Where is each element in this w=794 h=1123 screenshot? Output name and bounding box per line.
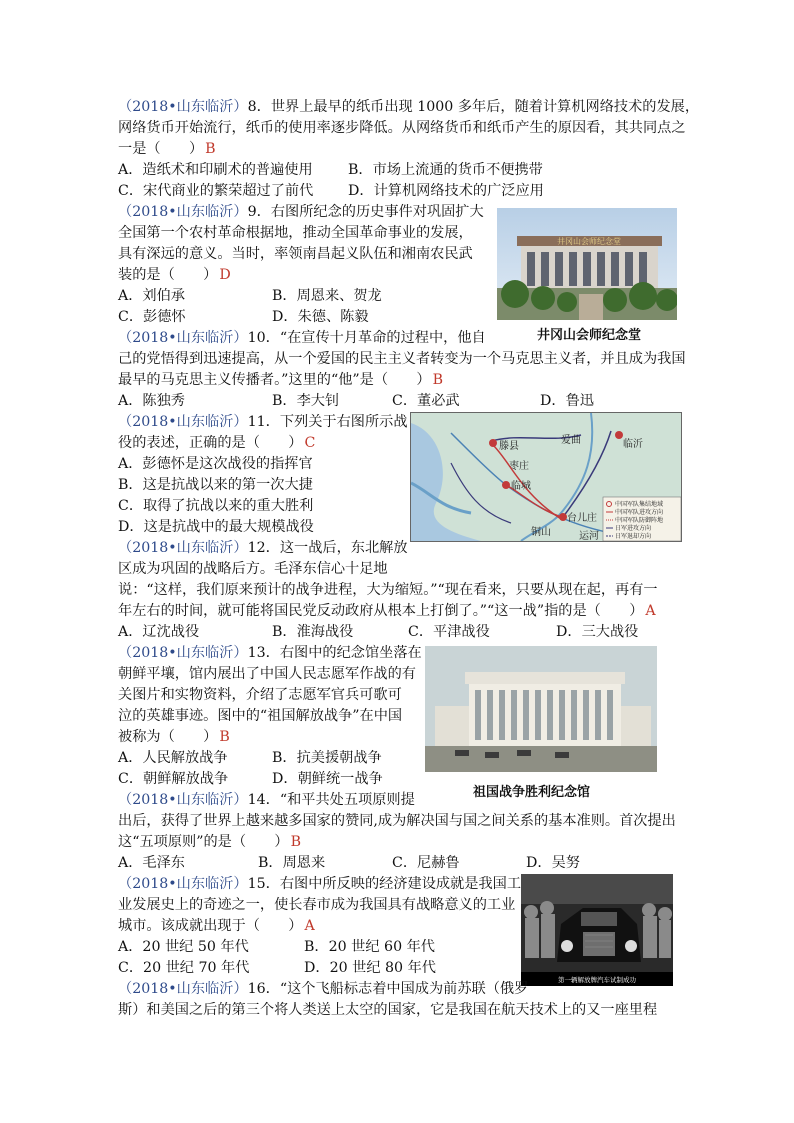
q12-option-b: B．淮海战役 <box>272 624 354 640</box>
q15-option-d: D．20 世纪 80 年代 <box>304 960 436 976</box>
legend-item-0: 中国军队集结地域 <box>615 501 664 508</box>
map-label-0: 滕县 <box>499 441 519 452</box>
q16-line2: 斯）和美国之后的第三个将人类送上太空的国家，它是我国在航天技术上的又一座里程 <box>118 1002 658 1018</box>
q11-answer: C <box>304 435 316 451</box>
q13-image-caption: 祖国战争胜利纪念馆 <box>473 785 591 800</box>
q13-option-a: A．人民解放战争 <box>118 750 228 766</box>
jinggangshan-memorial-photo <box>497 208 677 320</box>
q11-option-a: A．彭德怀是这次战役的指挥官 <box>118 456 313 472</box>
q9-option-d: D．朱德、陈毅 <box>272 309 369 325</box>
q15-answer: A <box>304 918 315 934</box>
q8-option-a: A．造纸术和印刷术的普遍使用 <box>118 162 313 178</box>
map-label-7: 铜山 <box>531 527 551 538</box>
q8-answer: B <box>205 141 216 157</box>
q14-line3: 这“五项原则”的是（ ） B <box>118 834 302 850</box>
q9-line4: 装的是（ ） D <box>118 267 231 283</box>
q10-line3: 最早的马克思主义传播者。”这里的“他”是（ ） B <box>118 372 444 388</box>
q14-line1: （2018•山东临沂）14．“和平共处五项原则提 <box>118 792 415 808</box>
liberation-truck-photo <box>521 874 673 986</box>
q13-answer: B <box>219 729 230 745</box>
q8-line1: （2018•山东临沂）8．世界上最早的纸币出现 1000 多年后，随着计算机网络技术的发展， <box>118 99 700 115</box>
q15-image-caption: 第一辆解放牌汽车试制成功 <box>558 976 636 984</box>
q10-option-a: A．陈独秀 <box>118 393 185 409</box>
q9-option-c: C．彭德怀 <box>118 309 186 325</box>
q9-option-a: A．刘伯承 <box>118 288 185 304</box>
q11-option-c: C．取得了抗战以来的重大胜利 <box>118 498 314 514</box>
memorial-sign-text: 井冈山会师纪念堂 <box>557 237 621 246</box>
q13-line5: 被称为（ ） B <box>118 729 230 745</box>
q15-line2: 业发展史上的奇迹之一，使长春市成为我国具有战略意义的工业 <box>118 897 516 913</box>
q14-line2: 出后，获得了世界上越来越多国家的赞同,成为解决国与国之间关系的基本准则。首次提出 <box>118 813 676 829</box>
taierzhuang-battle-map <box>410 412 682 542</box>
q8-option-b: B．市场上流通的货币不便携带 <box>348 162 543 178</box>
legend-item-3: 日军进攻方向 <box>615 525 652 532</box>
battle-map-illustration <box>411 413 681 541</box>
q15-option-a: A．20 世纪 50 年代 <box>118 939 249 955</box>
q10-line2: 己的党悟得到迅速提高，从一个爱国的民主主义者转变为一个马克思主义者，并且成为我国 <box>118 351 686 367</box>
legend-item-1: 中国军队进攻方向 <box>615 509 664 516</box>
q13-option-b: B．抗美援朝战争 <box>272 750 382 766</box>
q8-option-c: C．宋代商业的繁荣超过了前代 <box>118 183 314 199</box>
q10-option-b: B．李大钊 <box>272 393 340 409</box>
q13-option-d: D．朝鲜统一战争 <box>272 771 383 787</box>
q15-line1: （2018•山东临沂）15．右图中所反映的经济建设成就是我国工 <box>118 876 522 892</box>
truck-illustration <box>521 874 673 986</box>
legend-item-4: 日军退却方向 <box>615 533 652 540</box>
q10-option-d: D．鲁迅 <box>540 393 594 409</box>
legend-item-2: 中国军队防御阵地 <box>615 517 664 524</box>
q16-line1: （2018•山东临沂）16．“这个飞船标志着中国成为前苏联（俄罗 <box>118 981 529 997</box>
q12-option-c: C．平津战役 <box>408 624 490 640</box>
q10-line1: （2018•山东临沂）10．“在宣传十月革命的过程中，他自 <box>118 330 486 346</box>
q8-option-d: D．计算机网络技术的广泛应用 <box>348 183 544 199</box>
q12-answer: A <box>645 603 656 619</box>
q14-option-d: D．吴努 <box>526 855 580 871</box>
q12-line2: 区成为巩固的战略后方。毛泽东信心十足地 <box>118 561 388 577</box>
q12-option-d: D．三大战役 <box>556 624 639 640</box>
map-label-2: 临沂 <box>623 439 643 450</box>
memorial-hall-illustration <box>497 208 677 320</box>
q11-option-d: D．这是抗战中的最大规模战役 <box>118 519 314 535</box>
q13-line3: 关图片和实物资料，介绍了志愿军官兵可歌可 <box>118 687 402 703</box>
q13-line4: 泣的英雄事迹。图中的“祖国解放战争”在中国 <box>118 708 403 724</box>
q13-line2: 朝鲜平壤，馆内展出了中国人民志愿军作战的有 <box>118 666 416 682</box>
q8-line3: 一是（ ） B <box>118 141 216 157</box>
map-label-5: 台儿庄 <box>567 513 597 524</box>
q14-option-c: C．尼赫鲁 <box>392 855 460 871</box>
victory-museum-photo <box>425 646 657 772</box>
q8-line2: 网络货币开始流行，纸币的使用率逐步降低。从网络货币和纸币产生的原因看，其共同点之 <box>118 120 686 136</box>
map-label-6: 运河 <box>579 531 599 541</box>
q13-line1: （2018•山东临沂）13．右图中的纪念馆坐落在 <box>118 645 422 661</box>
q12-line3: 说：“这样，我们原来预计的战争进程，大为缩短。”“现在看来，只要从现在起，再有一 <box>118 582 658 598</box>
source-tag: （2018•山东临沂） <box>118 99 248 115</box>
q15-option-c: C．20 世纪 70 年代 <box>118 960 250 976</box>
q11-line1: （2018•山东临沂）11．下列关于右图所示战 <box>118 414 408 430</box>
q12-line1: （2018•山东临沂）12．这一战后，东北解放 <box>118 540 408 556</box>
q9-image-caption: 井冈山会师纪念堂 <box>537 328 642 343</box>
q12-line4: 年左右的时间，就可能将国民党反动政府从根本上打倒了。”“这一战”指的是（ ） A <box>118 603 656 619</box>
map-label-3: 枣庄 <box>509 461 529 472</box>
q10-answer: B <box>432 372 444 388</box>
q13-option-c: C．朝鲜解放战争 <box>118 771 229 787</box>
q14-option-a: A．毛泽东 <box>118 855 185 871</box>
q9-option-b: B．周恩来、贺龙 <box>272 288 382 304</box>
q15-line3: 城市。该成就出现于（ ） A <box>118 918 315 934</box>
map-label-1: 爱曲 <box>561 435 581 446</box>
q14-option-b: B．周恩来 <box>258 855 326 871</box>
q12-option-a: A．辽沈战役 <box>118 624 200 640</box>
q9-answer: D <box>219 267 231 283</box>
q10-option-c: C．董必武 <box>392 393 460 409</box>
q11-option-b: B．这是抗战以来的第一次大捷 <box>118 477 313 493</box>
q9-line3: 具有深远的意义。当时，率领南昌起义队伍和湘南农民武 <box>118 246 473 262</box>
q9-line1: （2018•山东临沂）9．右图所纪念的历史事件对巩固扩大 <box>118 204 484 220</box>
q14-answer: B <box>290 834 302 850</box>
q9-line2: 全国第一个农村革命根据地，推动全国革命事业的发展， <box>118 225 473 241</box>
museum-illustration <box>425 646 657 772</box>
q11-line2: 役的表述，正确的是（ ） C <box>118 435 316 451</box>
map-label-4: 临城 <box>511 481 531 492</box>
q15-option-b: B．20 世纪 60 年代 <box>304 939 435 955</box>
